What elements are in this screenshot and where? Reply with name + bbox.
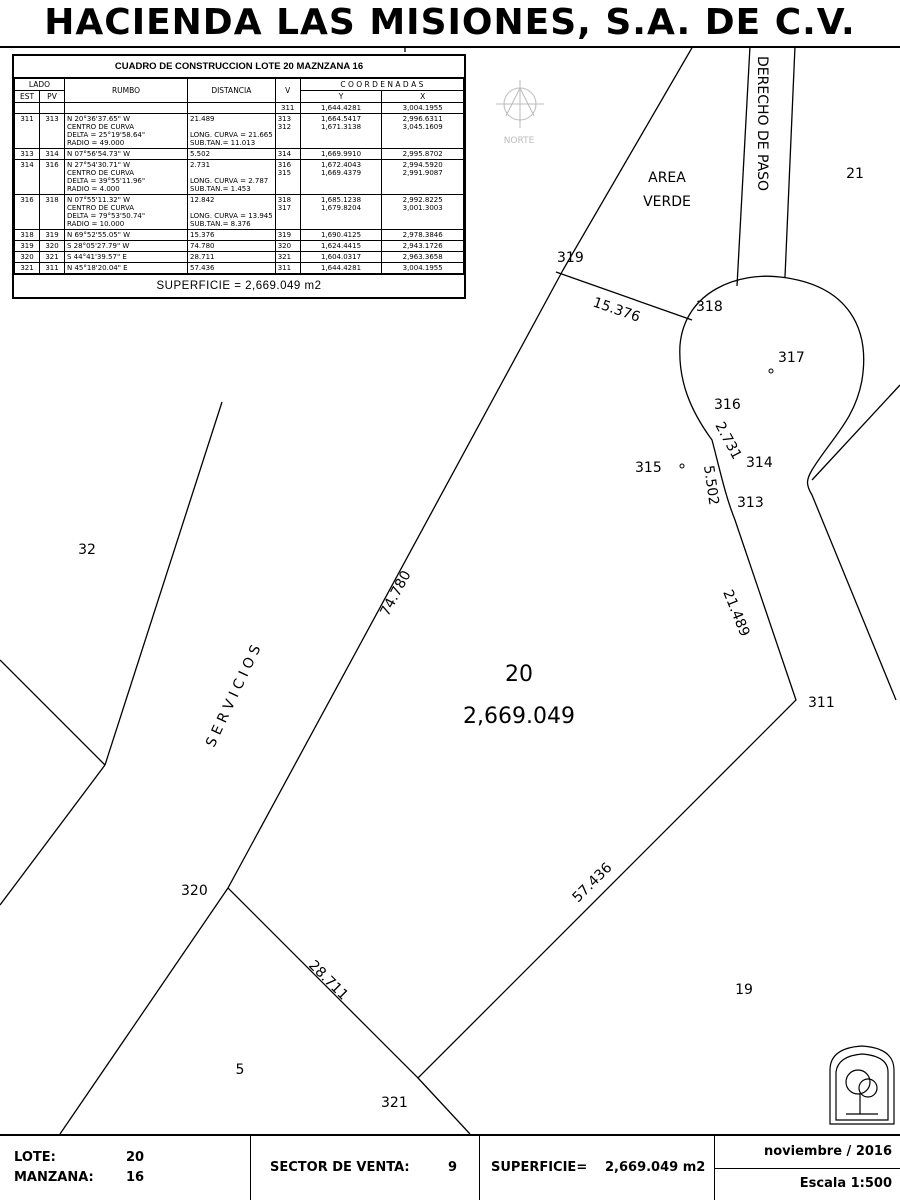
manzana-label: MANZANA: xyxy=(14,1170,94,1185)
vertex-321: 321 xyxy=(381,1095,408,1111)
construction-table xyxy=(12,54,466,299)
table-superficie: SUPERFICIE = 2,669.049 m2 xyxy=(14,274,464,297)
dist-28-711: 28.711 xyxy=(305,957,352,1004)
fecha: noviembre / 2016 xyxy=(764,1144,892,1159)
vertex-320: 320 xyxy=(181,883,208,899)
superficie-label: SUPERFICIE= xyxy=(491,1160,588,1175)
paso-right-line xyxy=(785,46,795,277)
parcel-5-label: 5 xyxy=(235,1062,245,1078)
parcel-32-label: 32 xyxy=(78,542,96,558)
vertex-319: 319 xyxy=(557,250,584,266)
area-verde-label-1: AREA xyxy=(648,170,686,186)
col-est: EST xyxy=(15,91,40,103)
company-title: HACIENDA LAS MISIONES, S.A. DE C.V. xyxy=(0,0,900,48)
dist-57-436: 57.436 xyxy=(569,859,616,906)
north-label: NORTE xyxy=(503,136,535,146)
vertex-314: 314 xyxy=(746,455,773,471)
col-x: X xyxy=(382,91,464,103)
lot-20-boundary xyxy=(228,270,896,1078)
vertex-311: 311 xyxy=(808,695,835,711)
parcel-21-label: 21 xyxy=(846,166,864,182)
vertex-316: 316 xyxy=(714,397,741,413)
right-parcel-boundary xyxy=(812,385,900,480)
col-pv: PV xyxy=(40,91,65,103)
parcel-5-edge xyxy=(418,1078,470,1134)
table-row: 321 311 N 45°18'20.04" E 57.436 311 1,644.4281 3,004.1955 xyxy=(15,263,464,274)
footer-date-cell xyxy=(714,1136,900,1200)
servicios-bottom-line xyxy=(60,888,228,1134)
servicios-label: S E R V I C I O S xyxy=(203,642,265,750)
vertex-317: 317 xyxy=(778,350,805,366)
center-315 xyxy=(680,464,684,468)
table-row: 319 320 S 28°05'27.79" W 74.780 320 1,624.4415 2,943.1726 xyxy=(15,241,464,252)
table-row: 318 319 N 69°52'55.05" W 15.376 319 1,690.4125 2,978.3846 xyxy=(15,230,464,241)
area-verde-boundary xyxy=(563,46,693,270)
lot-number: 20 xyxy=(505,662,533,687)
table-row: 314 316 N 27°54'30.71" W CENTRO DE CURVA DELTA = 39°55'11.96" RADIO = 4.000 2.731 LONG. CURVA = 2.787 SUB.TAN.= 1.453 316 315 1,672.4043 1,669.4379 2,994.5920 2,991.9087 xyxy=(15,160,464,195)
footer-superficie-cell xyxy=(479,1136,715,1200)
dist-15-376: 15.376 xyxy=(590,294,643,326)
footer-lote-cell xyxy=(0,1136,251,1200)
dist-5-502: 5.502 xyxy=(700,464,722,507)
paso-left-line xyxy=(737,46,750,286)
table-row: 313 314 N 07°56'54.73" W 5.502 314 1,669.9910 2,995.8702 xyxy=(15,149,464,160)
sector-value: 9 xyxy=(448,1160,458,1175)
col-lado: LADO xyxy=(15,79,65,91)
tree-logo-icon xyxy=(830,1046,894,1124)
servicios-left-line xyxy=(105,402,222,765)
footer-sector-cell xyxy=(250,1136,480,1200)
col-v: V xyxy=(275,79,300,103)
center-317 xyxy=(769,369,773,373)
dist-2-731: 2.731 xyxy=(711,419,745,463)
parcel-19-label: 19 xyxy=(735,982,753,998)
table-row: 311 313 N 20°36'37.65" W CENTRO DE CURVA DELTA = 25°19'58.64" RADIO = 49.000 21.489 LONG. CURVA = 21.665 SUB.TAN.= 11.013 313 312 1,664.5417 1,671.3138 2,996.6311 3,045.1609 xyxy=(15,114,464,149)
table-grid xyxy=(14,78,464,274)
lote-label: LOTE: xyxy=(14,1150,56,1165)
sector-label: SECTOR DE VENTA: xyxy=(270,1160,410,1175)
parcel-32-edge xyxy=(0,660,105,765)
vertex-315: 315 xyxy=(635,460,662,476)
lot-area: 2,669.049 xyxy=(463,704,575,729)
derecho-de-paso-label: DERECHO DE PASO xyxy=(754,56,770,192)
parcel-lower-left-edge xyxy=(0,765,105,905)
dist-74-780: 74.780 xyxy=(377,568,415,619)
area-verde-label-2: VERDE xyxy=(643,194,691,210)
col-y: Y xyxy=(300,91,382,103)
escala: Escala 1:500 xyxy=(799,1176,892,1191)
north-arrow-icon xyxy=(496,80,544,128)
footer xyxy=(0,1134,900,1200)
table-caption: CUADRO DE CONSTRUCCION LOTE 20 MAZNZANA 16 xyxy=(14,56,464,78)
lote-value: 20 xyxy=(126,1150,145,1165)
vertex-313: 313 xyxy=(737,495,764,511)
table-row: 311 1,644.4281 3,004.1955 xyxy=(15,103,464,114)
manzana-value: 16 xyxy=(126,1170,145,1185)
table-row: 320 321 S 44°41'39.57" E 28.711 321 1,604.0317 2,963.3658 xyxy=(15,252,464,263)
col-rumbo: RUMBO xyxy=(65,79,188,103)
superficie-value: 2,669.049 m2 xyxy=(605,1160,706,1175)
dist-21-489: 21.489 xyxy=(719,587,753,639)
table-row: 316 318 N 07°55'11.32" W CENTRO DE CURVA DELTA = 79°53'50.74" RADIO = 10.000 12.842 LONG. CURVA = 13.945 SUB.TAN.= 8.376 318 317 1,685.1238 1,679.8204 2,992.8225 3,001.3003 xyxy=(15,195,464,230)
vertex-318: 318 xyxy=(696,299,723,315)
col-distancia: DISTANCIA xyxy=(188,79,276,103)
col-coordenadas: C O O R D E N A D A S xyxy=(300,79,463,91)
